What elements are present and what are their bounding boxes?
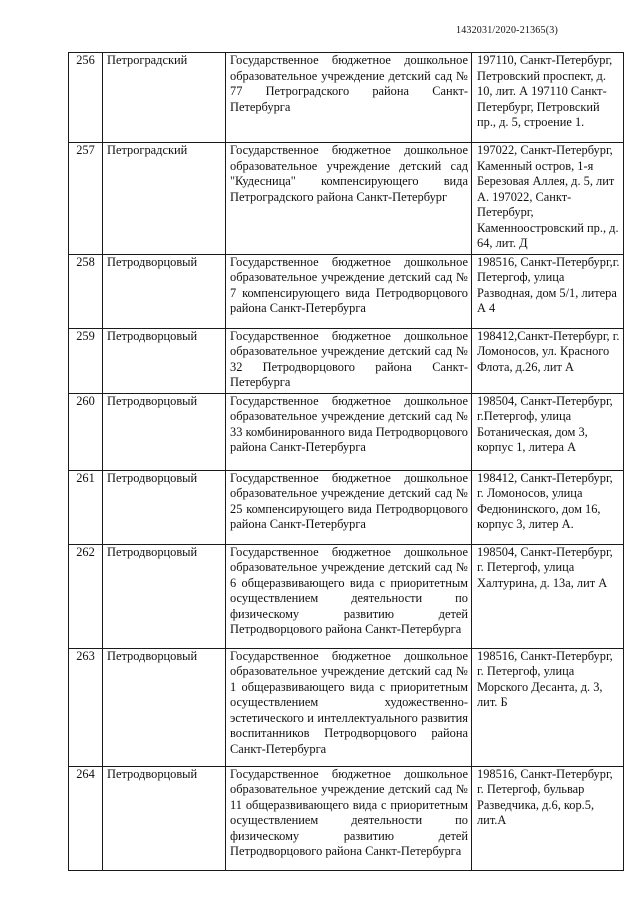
district-cell: Петродворцовый: [103, 470, 226, 544]
address-cell: 198412,Санкт-Петербург, г. Ломоносов, ул. Красного Флота, д.26, лит А: [472, 328, 624, 393]
row-number: 257: [69, 143, 103, 255]
institution-name-cell: Государственное бюджетное дошкольное образовательное учреждение детский сад № 25 компенсирующего вида Петродворцового района Санкт-Петербурга: [226, 470, 472, 544]
table-row: [69, 544, 624, 648]
district-cell: Петродворцовый: [103, 648, 226, 766]
row-number: 264: [69, 766, 103, 870]
address-cell: 198504, Санкт-Петербург, г. Петергоф, улица Халтурина, д. 13а, лит А: [472, 544, 624, 648]
district-cell: Петродворцовый: [103, 544, 226, 648]
address-cell: 198516, Санкт-Петербург, г. Петергоф, улица Морского Десанта, д. 3, лит. Б: [472, 648, 624, 766]
row-number: 262: [69, 544, 103, 648]
table-row: [69, 648, 624, 766]
table-row: [69, 53, 624, 143]
district-cell: Петродворцовый: [103, 254, 226, 328]
institution-name-cell: Государственное бюджетное дошкольное образовательное учреждение детский сад № 33 комбинированного вида Петродворцового района Санкт-Петербурга: [226, 393, 472, 470]
table-row: [69, 254, 624, 328]
row-number: 256: [69, 53, 103, 143]
district-cell: Петродворцовый: [103, 766, 226, 870]
address-cell: 198504, Санкт-Петербург, г.Петергоф, улица Ботаническая, дом 3, корпус 1, литера А: [472, 393, 624, 470]
row-number: 258: [69, 254, 103, 328]
row-number: 259: [69, 328, 103, 393]
table-row: [69, 393, 624, 470]
table-row: [69, 766, 624, 870]
table-row: [69, 143, 624, 255]
district-cell: Петродворцовый: [103, 328, 226, 393]
row-number: 260: [69, 393, 103, 470]
address-cell: 198516, Санкт-Петербург, г. Петергоф, бульвар Разведчика, д.6, кор.5, лит.А: [472, 766, 624, 870]
district-cell: Петроградский: [103, 53, 226, 143]
document-number: 1432031/2020-21365(3): [456, 25, 558, 36]
institution-name-cell: Государственное бюджетное дошкольное образовательное учреждение детский сад № 11 общеразвивающего вида с приоритетным осуществлением деятельности по физическому развитию детей Петродворцового района Санкт-Петербурга: [226, 766, 472, 870]
district-cell: Петродворцовый: [103, 393, 226, 470]
address-cell: 198516, Санкт-Петербург,г. Петергоф, улица Разводная, дом 5/1, литера А 4: [472, 254, 624, 328]
row-number: 261: [69, 470, 103, 544]
table-row: [69, 470, 624, 544]
row-number: 263: [69, 648, 103, 766]
address-cell: 197110, Санкт-Петербург, Петровский проспект, д. 10, лит. А 197110 Санкт-Петербург, Петровский пр., д. 5, строение 1.: [472, 53, 624, 143]
kindergarten-table: [68, 52, 624, 871]
table-row: [69, 328, 624, 393]
institution-name-cell: Государственное бюджетное дошкольное образовательное учреждение детский сад № 7 компенсирующего вида Петродворцового района Санкт-Петербурга: [226, 254, 472, 328]
institution-name-cell: Государственное бюджетное дошкольное образовательное учреждение детский сад "Кудесница" компенсирующего вида Петроградского района Санкт-Петербург: [226, 143, 472, 255]
address-cell: 197022, Санкт-Петербург, Каменный остров, 1-я Березовая Аллея, д. 5, лит А. 197022, Санкт-Петербург, Каменноостровский пр., д. 64, лит. Д: [472, 143, 624, 255]
institution-name-cell: Государственное бюджетное дошкольное образовательное учреждение детский сад № 77 Петроградского района Санкт-Петербурга: [226, 53, 472, 143]
institution-name-cell: Государственное бюджетное дошкольное образовательное учреждение детский сад № 1 общеразвивающего вида с приоритетным осуществлением художественно-эстетического и интеллектуального развития воспитанников Петродворцового района Санкт-Петербурга: [226, 648, 472, 766]
address-cell: 198412, Санкт-Петербург, г. Ломоносов, улица Федюнинского, дом 16, корпус 3, литер А.: [472, 470, 624, 544]
institution-name-cell: Государственное бюджетное дошкольное образовательное учреждение детский сад № 32 Петродворцового района Санкт-Петербурга: [226, 328, 472, 393]
institution-name-cell: Государственное бюджетное дошкольное образовательное учреждение детский сад № 6 общеразвивающего вида с приоритетным осуществлением деятельности по физическому развитию детей Петродворцового района Санкт-Петербурга: [226, 544, 472, 648]
district-cell: Петроградский: [103, 143, 226, 255]
